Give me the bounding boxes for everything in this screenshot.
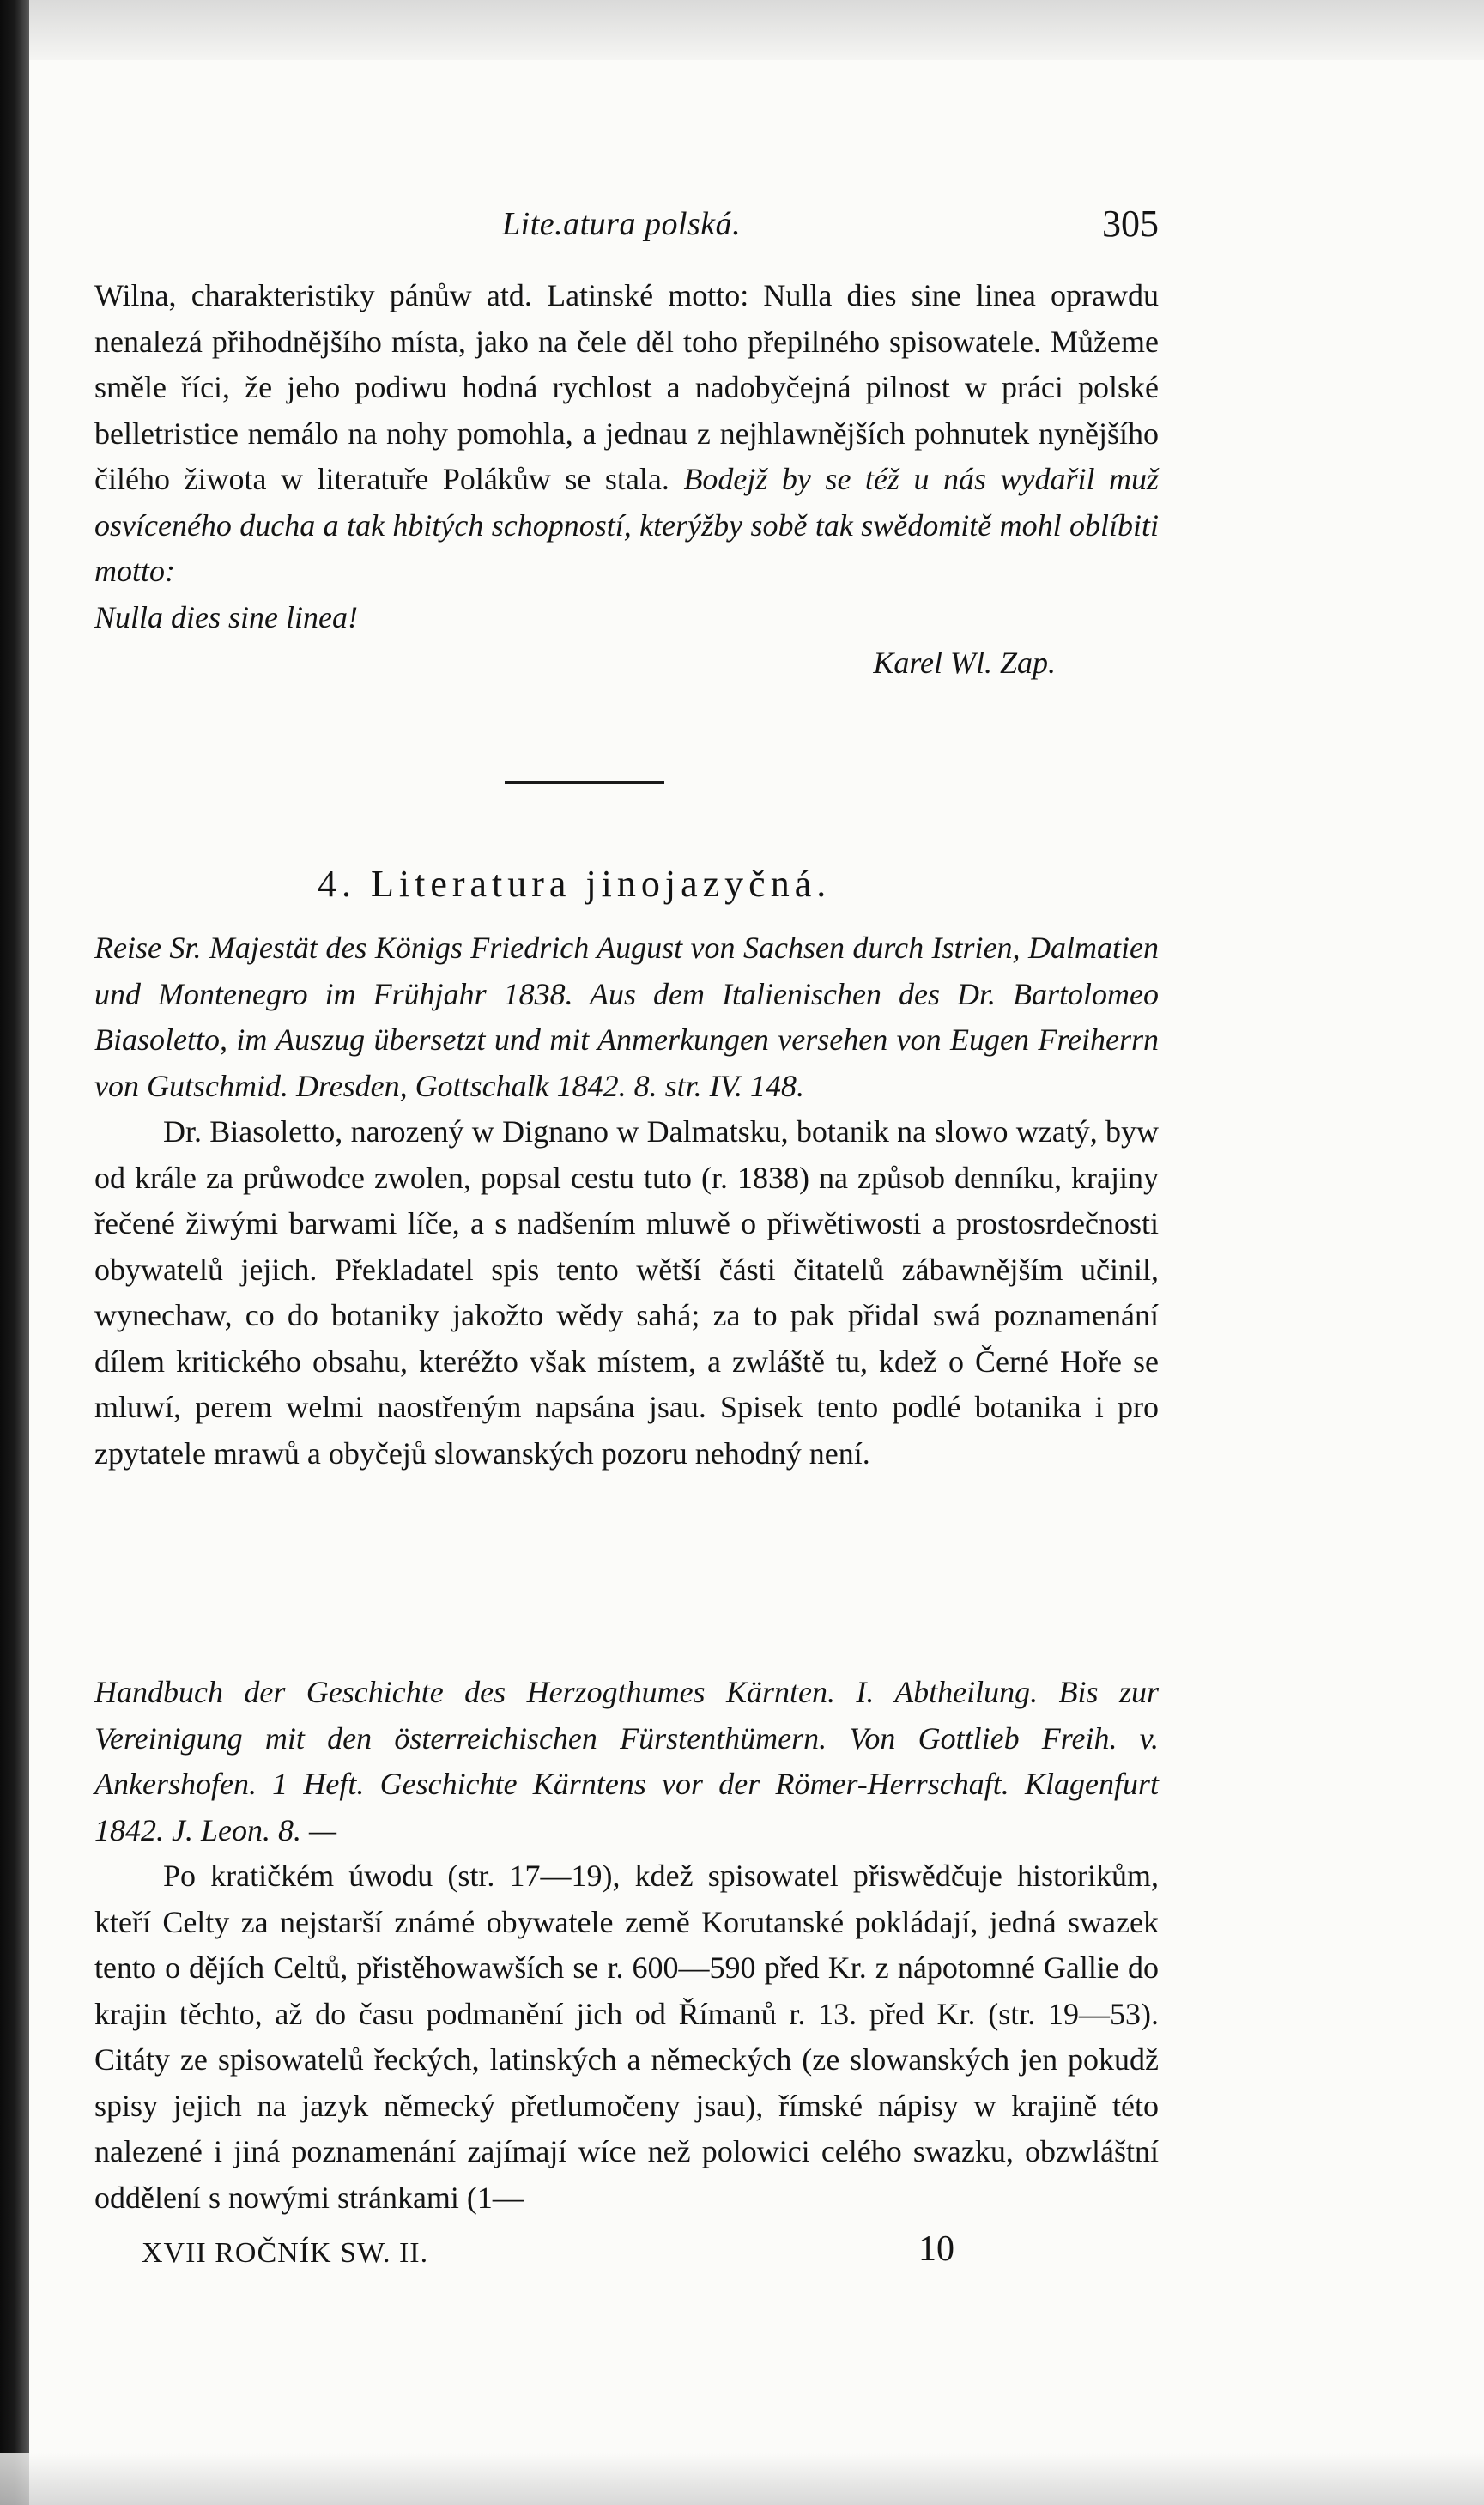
sheet-number: 10 (918, 2229, 954, 2269)
running-title: Lite.atura polská. (502, 206, 742, 242)
page-bottom-shadow (0, 2453, 1484, 2505)
review-body: Po kratičkém úwodu (str. 17—19), kdež spisowatel přiswědčuje historikům, kteří Celty za nejstarší známé obywatele země Korutanské pokládají, jedná swazek tento o dějích Celtů, přistěhowawších se r. 600—590 před Kr. z nápotomné Gallie do krajin těchto, až do času podmanění jich od Římanů r. 13. před Kr. (str. 19—53). Citáty ze spisowatelů řeckých, latinských a německých (ze slowanských jen pokudž spisy jejich na jazyk německý přetlumočeny jsau), římské nápisy w krajině této nalezené i jiná poznamenání zajímají wíce než polowici celého swazku, obzwláštní oddělení s nowými stránkami (1— (94, 1859, 1159, 2215)
review-paragraph (94, 273, 1159, 595)
review-text: Wilna, charakteristiky pánůw atd. Latinské motto: Nulla dies sine linea oprawdu nenalezá přihodnějšího místa, jako na čele děl toho přepilného spisowatele. Můžeme směle říci, že jeho podiwu hodná rychlost a nadobyčejná pilnost w práci polské belletristice nemálo na nohy pomohla, a jednau z nejhlawnějších pohnutek nynějšího čilého žiwota w literatuře Polákůw se stala. (94, 278, 1159, 496)
page-top-shadow (0, 0, 1484, 60)
review-ankershofen (94, 1670, 1159, 2221)
section-heading: 4. Literatura jinojazyčná. (318, 863, 832, 905)
section-divider (505, 781, 664, 784)
review-wish: Bodejž by se též u nás wydařil muž osvíceného ducha a tak hbitých schopností, kterýžby sobě tak swědomitě mohl oblíbiti motto: (94, 462, 1160, 588)
bibliographic-entry: Reise Sr. Majestät des Königs Friedrich August von Sachsen durch Istrien, Dalmatien und Montenegro im Frühjahr 1838. Aus dem Italienischen des Dr. Bartolomeo Biasoletto, im Auszug übersetzt und mit Anmerkungen versehen von Eugen Freiherrn von Gutschmid. Dresden, Gottschalk 1842. 8. str. IV. 148. (94, 931, 1159, 1103)
motto-line: Nulla dies sine linea! (94, 599, 358, 634)
page-number: 305 (1102, 203, 1159, 245)
review-body: Dr. Biasoletto, narozený w Dignano w Dalmatsku, botanik na slowo wzatý, byw od krále za průwodce zwolen, popsal cestu tuto (r. 1838) na způsob denníku, krajiny řečené žiwými barwami líče, a s nadšením mluwě o přiwětiwosti a prostosrdečnosti obywatelů jejich. Překladatel spis tento wětší části čitatelů zábawnějším učinil, wynechaw, co do botaniky jakožto wědy sahá; za to pak přidal swá poznamenání dílem kritického obsahu, kteréžto však místem, a zwláště tu, kdež o Černé Hoře se mluwí, perem welmi naostřeným napsána jsau. Spisek tento podlé botanika i pro zpytatele mrawů a obyčejů slowanských pozoru nehodný není. (94, 1114, 1159, 1471)
page-left-binding-edge (0, 0, 29, 2505)
printer-signature: XVII ROČNÍK SW. II. (142, 2237, 429, 2269)
page-header (94, 202, 1159, 253)
review-biasoletto (94, 925, 1159, 1477)
page-footer (142, 2229, 1000, 2280)
review-continuation (94, 273, 1159, 687)
author-signature: Karel Wl. Zap. (873, 646, 1056, 680)
bibliographic-entry: Handbuch der Geschichte des Herzogthumes Kärnten. I. Abtheilung. Bis zur Vereinigung mit den österreichischen Fürstenthümern. Von Gottlieb Freih. v. Ankershofen. 1 Heft. Geschichte Kärntens vor der Römer-Herrschaft. Klagenfurt 1842. J. Leon. 8. — (94, 1675, 1159, 1847)
